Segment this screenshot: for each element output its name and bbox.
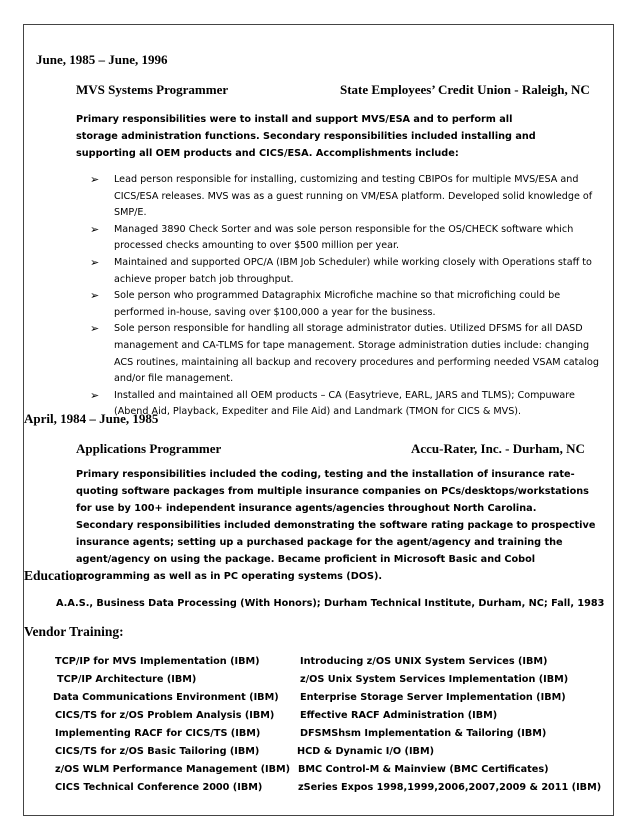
list-item — [90, 388, 600, 421]
job1-accomplishments — [90, 172, 600, 421]
arrow-bullet-icon: ➢ — [90, 322, 100, 336]
bullet-text: Maintained and supported OPC/A (IBM Job Scheduler) while working closely with Operations staff to achieve proper batch job throughput. — [114, 256, 592, 285]
job1-title: MVS Systems Programmer — [76, 82, 229, 97]
training-left-item: CICS/TS for z/OS Basic Tailoring (IBM) — [55, 746, 260, 757]
bullet-text: Managed 3890 Check Sorter and was sole person responsible for the OS/CHECK software which processed checks amounting to over $500 million per year. — [114, 223, 574, 252]
list-item — [90, 172, 600, 222]
bullet-text: Lead person responsible for installing, customizing and testing CBIPOs for multiple MVS/ESA and CICS/ESA releases. MVS was as a guest running on VM/ESA platform. Developed solid knowledge of SMP/E. — [114, 174, 593, 219]
list-item — [90, 222, 600, 255]
training-left-item: TCP/IP Architecture (IBM) — [57, 674, 197, 685]
bullet-text: Sole person who programmed Datagraphix Microfiche machine so that microfiching could be performed in-house, saving over $100,000 a year for the business. — [114, 290, 561, 318]
training-left-item: Data Communications Environment (IBM) — [53, 692, 279, 703]
training-left-item: TCP/IP for MVS Implementation (IBM) — [55, 656, 260, 667]
training-right-item: Introducing z/OS UNIX System Services (IBM) — [300, 656, 548, 667]
training-left-item: z/OS WLM Performance Management (IBM) — [55, 764, 291, 775]
bullet-text: Installed and maintained all OEM products – CA (Easytrieve, EARL, JARS and TLMS); Compuware (Abend Aid, Playback, Expediter and File Aid) and Landmark (TMON for CICS & MVS). — [114, 389, 575, 418]
job1-summary: Primary responsibilities were to install and support MVS/ESA and to perform all storage administration functions. Secondary responsibilities included installing and supporting all OEM products and CICS/ESA. Accomplishments include: — [76, 114, 536, 159]
training-right-item: z/OS Unix System Services Implementation (IBM) — [300, 674, 569, 685]
job1-employer: State Employees’ Credit Union - Raleigh, NC — [340, 82, 590, 97]
list-item — [90, 288, 600, 321]
arrow-bullet-icon: ➢ — [90, 388, 100, 402]
arrow-bullet-icon: ➢ — [90, 289, 100, 303]
job2-dates: April, 1984 – June, 1985 — [24, 411, 159, 426]
list-item — [90, 255, 600, 288]
arrow-bullet-icon: ➢ — [90, 255, 100, 269]
list-item — [90, 321, 600, 387]
education-entry: A.A.S., Business Data Processing (With Honors); Durham Technical Institute, Durham, NC; Fall, 1983 — [56, 598, 605, 609]
job2-employer: Accu-Rater, Inc. - Durham, NC — [411, 441, 585, 456]
training-right-item: DFSMShsm Implementation & Tailoring (IBM) — [300, 728, 547, 739]
training-right-item: zSeries Expos 1998,1999,2006,2007,2009 & 2011 (IBM) — [298, 782, 602, 793]
training-right-item: BMC Control-M & Mainview (BMC Certificates) — [298, 764, 549, 775]
training-right-item: HCD & Dynamic I/O (IBM) — [297, 746, 435, 757]
training-left-item: CICS/TS for z/OS Problem Analysis (IBM) — [55, 710, 275, 721]
bullet-text: Sole person responsible for handling all storage administrator duties. Utilized DFSMS for all DASD management and CA-TLMS for tape management. Storage administration duties include: changing ACS routines, maintaining all backup and recovery procedures and performing needed VSAM catalog and/or file management. — [114, 323, 599, 385]
training-right-item: Effective RACF Administration (IBM) — [300, 710, 498, 721]
job1-dates: June, 1985 – June, 1996 — [36, 52, 168, 67]
education-heading: Education: — [24, 568, 88, 583]
job2-summary: Primary responsibilities included the coding, testing and the installation of insurance rate-quoting software packages from multiple insurance companies on PCs/desktops/workstations for use by 100+ independent insurance agents/agencies throughout North Carolina. Secondary responsibilities included demonstrating the software rating package to prospective insurance agents; setting up a purchased package for the agent/agency and training the agent/agency on using the package. Became proficient in Microsoft Basic and Cobol programming as well as in PC operating systems (DOS). — [76, 469, 596, 582]
training-left-item: Implementing RACF for CICS/TS (IBM) — [55, 728, 261, 739]
job2-title: Applications Programmer — [76, 441, 222, 456]
vendor-training-heading: Vendor Training: — [24, 624, 124, 639]
arrow-bullet-icon: ➢ — [90, 222, 100, 236]
training-right-item: Enterprise Storage Server Implementation (IBM) — [300, 692, 566, 703]
training-left-item: CICS Technical Conference 2000 (IBM) — [55, 782, 263, 793]
arrow-bullet-icon: ➢ — [90, 173, 100, 186]
